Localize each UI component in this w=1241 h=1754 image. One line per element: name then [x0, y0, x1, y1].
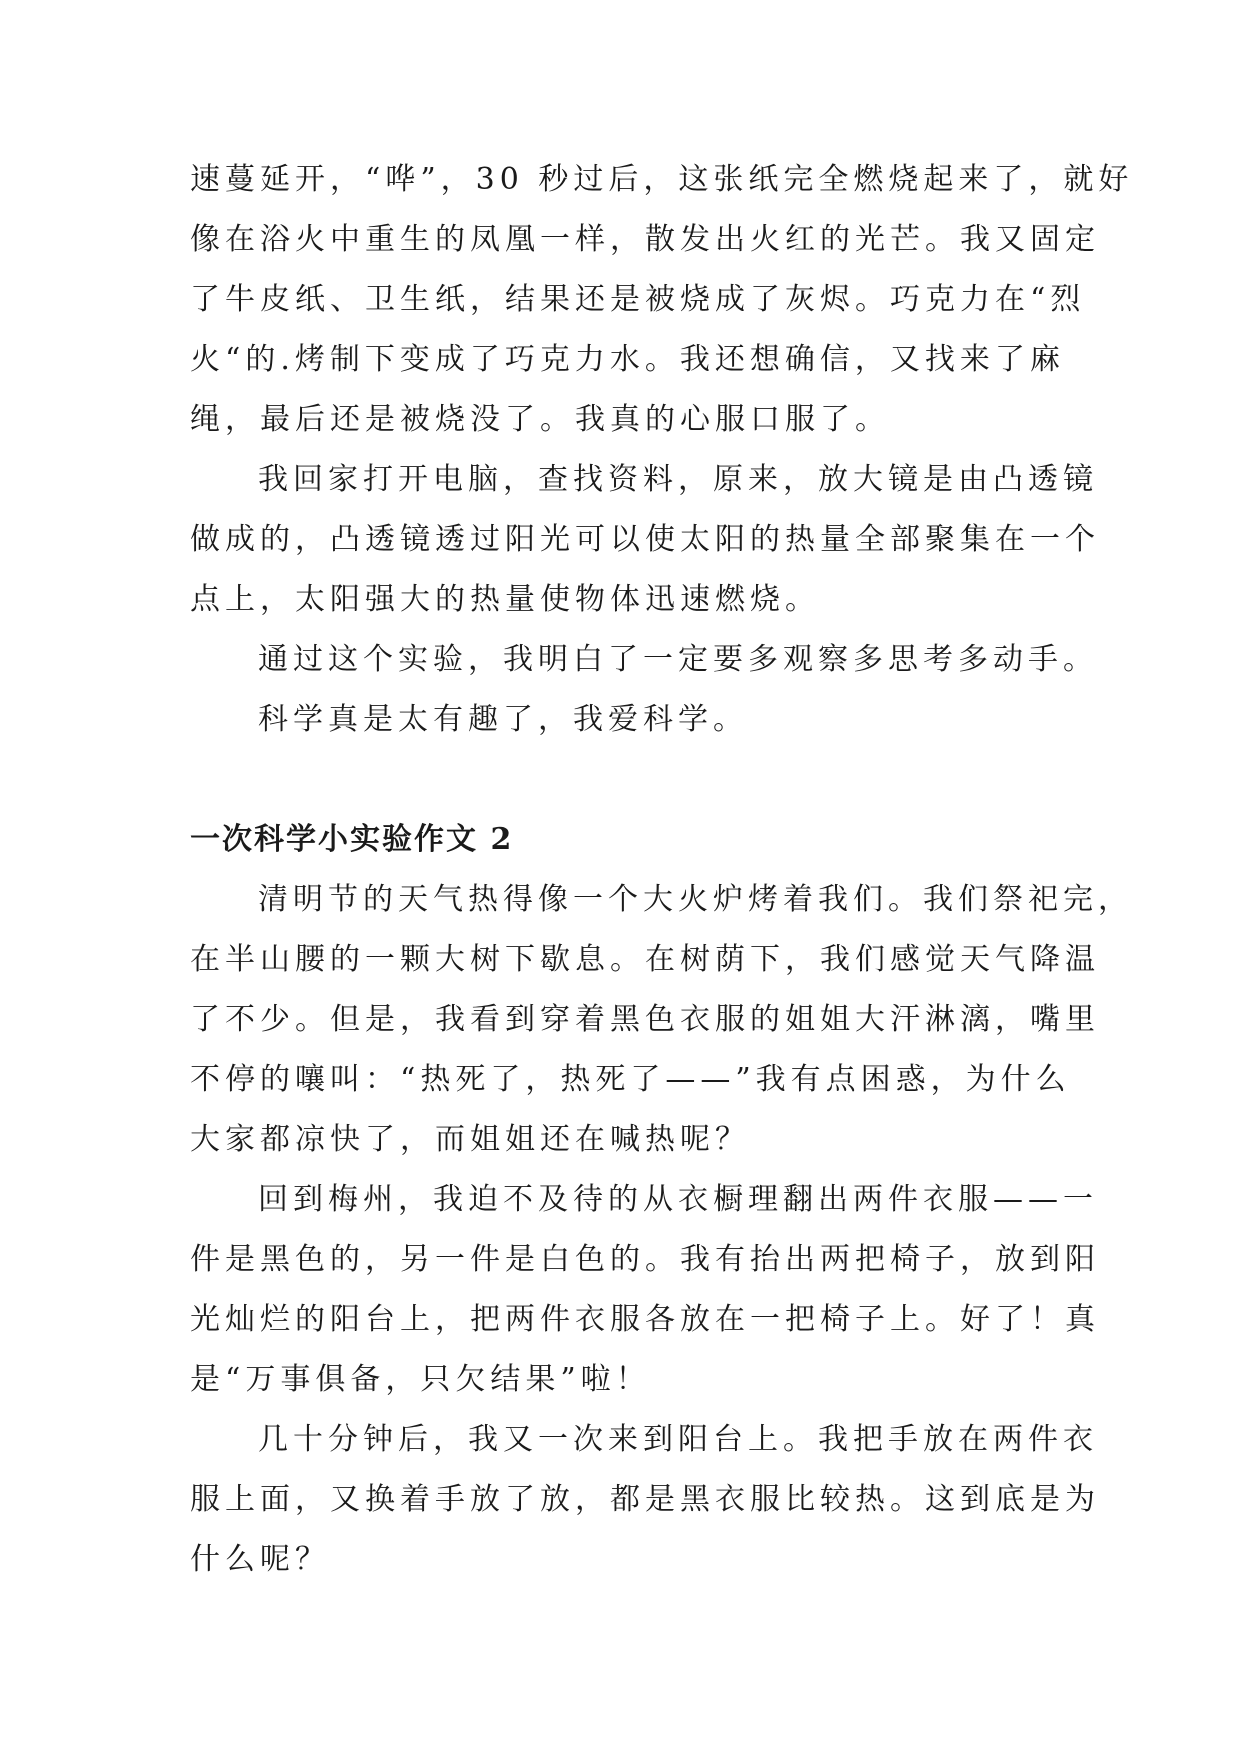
paragraph	[190, 690, 1070, 750]
text-line: 通过这个实验，我明白了一定要多观察多思考多动手。	[258, 642, 1098, 677]
section-2	[190, 810, 1133, 1590]
text-line: 不停的嚷叫：“热死了，热死了——”我有点困惑，为什么	[190, 1062, 1071, 1097]
text-line: 几十分钟后，我又一次来到阳台上。我把手放在两件衣	[258, 1422, 1098, 1457]
text-line: 火“的.烤制下变成了巧克力水。我还想确信，又找来了麻	[190, 342, 1065, 377]
text-line: 件是黑色的，另一件是白色的。我有抬出两把椅子，放到阳	[190, 1242, 1100, 1277]
text-line: 服上面，又换着手放了放，都是黑衣服比较热。这到底是为	[190, 1482, 1100, 1517]
text-line: 了不少。但是，我看到穿着黑色衣服的姐姐大汗淋漓，嘴里	[190, 1002, 1100, 1037]
paragraph	[190, 150, 1134, 450]
text-line: 回到梅州，我迫不及待的从衣橱理翻出两件衣服——一	[258, 1182, 1098, 1217]
text-line: 什么呢？	[190, 1542, 330, 1577]
document-page	[190, 150, 1134, 1590]
paragraph	[190, 870, 1133, 1170]
section-spacer	[190, 750, 1070, 810]
text-line: 在半山腰的一颗大树下歇息。在树荫下，我们感觉天气降温	[190, 942, 1100, 977]
text-line: 科学真是太有趣了，我爱科学。	[258, 702, 748, 737]
paragraph	[190, 450, 1100, 630]
text-line: 大家都凉快了，而姐姐还在喊热呢？	[190, 1122, 750, 1157]
text-line: 光灿烂的阳台上，把两件衣服各放在一把椅子上。好了！真	[190, 1302, 1100, 1337]
text-line: 做成的，凸透镜透过阳光可以使太阳的热量全部聚集在一个	[190, 522, 1100, 557]
paragraph	[190, 630, 1098, 690]
paragraph	[190, 1410, 1100, 1590]
section-heading: 一次科学小实验作文 2	[190, 822, 514, 857]
text-line: 点上，太阳强大的热量使物体迅速燃烧。	[190, 582, 820, 617]
text-line: 绳，最后还是被烧没了。我真的心服口服了。	[190, 402, 890, 437]
text-line: 了牛皮纸、卫生纸，结果还是被烧成了灰烬。巧克力在“烈	[190, 282, 1086, 317]
section-1	[190, 150, 1134, 750]
text-line: 是“万事俱备，只欠结果”啦！	[190, 1362, 651, 1397]
text-line: 速蔓延开，“哗”，30 秒过后，这张纸完全燃烧起来了，就好	[190, 162, 1134, 197]
text-line: 清明节的天气热得像一个大火炉烤着我们。我们祭祀完，	[258, 882, 1133, 917]
paragraph	[190, 1170, 1100, 1410]
text-line: 我回家打开电脑，查找资料，原来，放大镜是由凸透镜	[258, 462, 1098, 497]
text-line: 像在浴火中重生的凤凰一样，散发出火红的光芒。我又固定	[190, 222, 1100, 257]
